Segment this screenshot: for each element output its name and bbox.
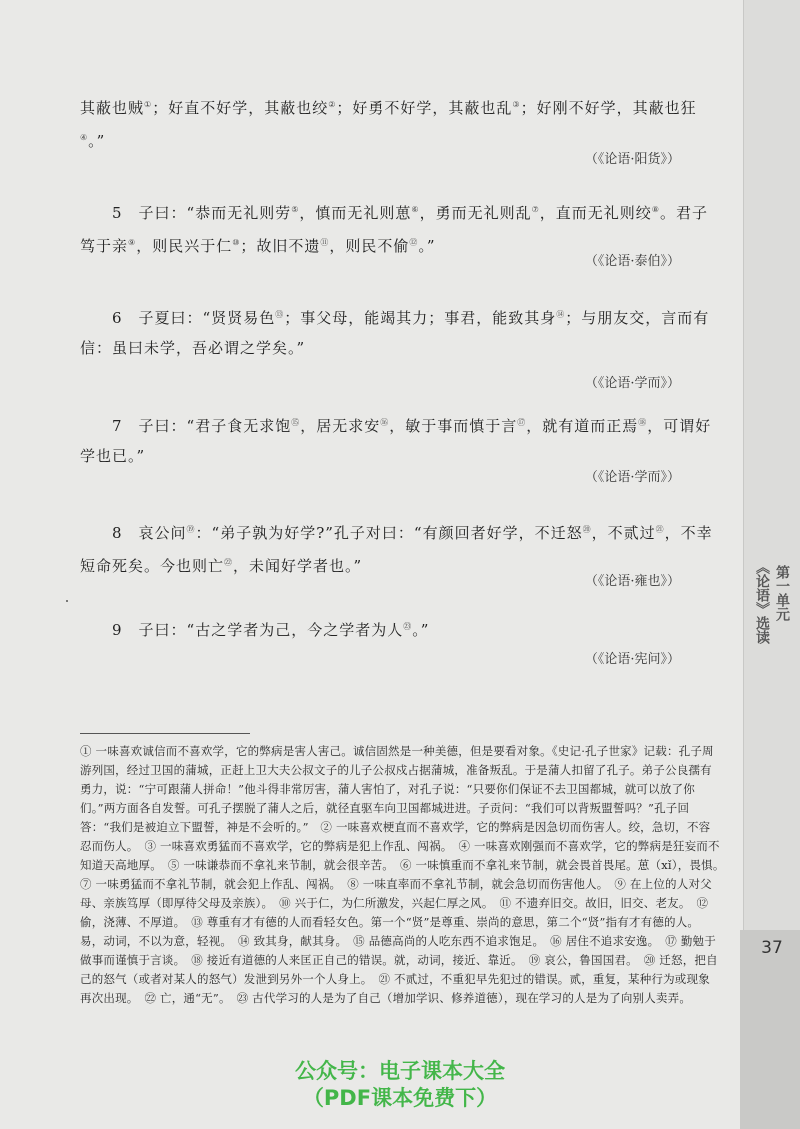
footnote-marker[interactable]: ⑩ (232, 238, 241, 247)
footnote-marker[interactable]: ⑤ (291, 205, 300, 214)
passage-5-source: （《论语·泰伯》） (584, 254, 680, 269)
passage-text: ，勇而无礼则乱 (419, 204, 532, 222)
footnote-marker[interactable]: ㉒ (224, 558, 234, 567)
passage-text: ：“弟子孰为好学?”孔子对曰：“有颜回者好学，不迁怒 (195, 524, 583, 542)
passage-text: ；故旧不遗 (240, 237, 321, 255)
passage-text: ，则民兴于仁 (136, 237, 233, 255)
passage-text: ；好直不好学，其蔽也绞 (152, 99, 329, 117)
footnote-marker[interactable]: ⑯ (380, 418, 390, 427)
footnote-marker[interactable]: ⑨ (128, 238, 137, 247)
passage-9-source: （《论语·宪问》） (584, 652, 680, 667)
footnote-marker[interactable]: ⑭ (556, 310, 566, 319)
footnote-marker[interactable]: ⑫ (409, 238, 419, 247)
unit-sidebar-label (748, 560, 792, 644)
passage-text: 。” (88, 132, 106, 150)
footnote-marker[interactable]: ⑲ (186, 525, 196, 534)
stray-mark (66, 600, 68, 602)
passage-text: ，可谓好学也已。” (80, 417, 712, 465)
footnote-marker[interactable]: ④ (80, 133, 89, 142)
passage-text: ，居无求安 (300, 417, 381, 435)
passage-text: 。君子笃于亲 (80, 204, 708, 255)
passage-text: ；与朋友交，言而有信：虽曰未学，吾必谓之学矣。” (80, 309, 710, 357)
footnote-marker[interactable]: ⑬ (275, 310, 285, 319)
footnote-marker[interactable]: ㉓ (403, 622, 413, 631)
footnote-marker[interactable]: ⑱ (638, 418, 648, 427)
passage-text: 其蔽也贼 (80, 99, 145, 117)
passage-text: 9 子曰：“古之学者为己，今之学者为人 (112, 621, 404, 639)
passage-text: ，直而无礼则绞 (539, 204, 652, 222)
footnote-marker[interactable]: ㉑ (655, 525, 665, 534)
passage-4-tail (80, 90, 720, 156)
passage-text: 。” (412, 621, 430, 639)
passage-text: 7 子曰：“君子食无求饱 (112, 417, 292, 435)
passage-6-source: （《论语·学而》） (584, 376, 680, 391)
passage-text: ，未闻好学者也。” (233, 557, 363, 575)
footnote-divider (80, 733, 250, 734)
passage-text: 6 子夏曰：“贤贤易色 (112, 309, 276, 327)
watermark-line-2: （PDF课本免费下） (302, 1086, 498, 1110)
passage-text: ，敏于事而慎于言 (389, 417, 518, 435)
passage-text: 。” (418, 237, 436, 255)
passage-text: 5 子曰：“恭而无礼则劳 (112, 204, 292, 222)
footnote-marker[interactable]: ⑦ (531, 205, 540, 214)
passage-8-source: （《论语·雍也》） (584, 574, 680, 589)
footnote-marker[interactable]: ② (328, 100, 337, 109)
passage-text: ，不幸短命死矣。今也则亡 (80, 524, 713, 575)
passage-7-source: （《论语·学而》） (584, 470, 680, 485)
passage-text: ，慎而无礼则葸 (299, 204, 412, 222)
passage-text: ，则民不偷 (329, 237, 410, 255)
footnote-marker[interactable]: ⑳ (582, 525, 592, 534)
footnote-marker[interactable]: ⑧ (651, 205, 660, 214)
page-number: 37 (761, 938, 783, 958)
footnote-marker[interactable]: ⑰ (517, 418, 527, 427)
section-label: 《论语》选读 (754, 560, 770, 644)
footnote-marker[interactable]: ① (144, 100, 153, 109)
passage-7 (80, 408, 720, 471)
footnote-marker[interactable]: ⑪ (320, 238, 330, 247)
passage-4-source: （《论语·阳货》） (584, 152, 680, 167)
passage-text: ，就有道而正焉 (526, 417, 639, 435)
passage-text: ；好刚不好学，其蔽也狂 (520, 99, 697, 117)
passage-text: ；好勇不好学，其蔽也乱 (336, 99, 513, 117)
passage-text: 8 哀公问 (112, 524, 187, 542)
footnote-marker[interactable]: ⑥ (411, 205, 420, 214)
passage-text: ；事父母，能竭其力；事君，能致其身 (284, 309, 557, 327)
footnote-marker[interactable]: ③ (512, 100, 521, 109)
passage-6 (80, 300, 720, 363)
footnote-marker[interactable]: ⑮ (291, 418, 301, 427)
passage-9 (80, 612, 720, 645)
watermark-line-1: 公众号：电子课本大全 (295, 1059, 505, 1083)
footnotes: ① 一味喜欢诚信而不喜欢学，它的弊病是害人害己。诚信固然是一种美德，但是要看对象。《史记·孔子世家》记载：孔子周游列国，经过卫国的蒲城，正赶上卫大夫公叔文子的儿子公叔戍占据蒲城，准备叛乱。于是蒲人扣留了孔子。弟子公良孺有勇力，说：“宁可跟蒲人拼命！”他斗得非常厉害，蒲人害怕了，对孔子说：“只要你们保证不去卫国都城，就可以放了你们。”两方面各自发誓。可孔子摆脱了蒲人之后，就径直驱车向卫国都城进进。子贡问：“我们可以背叛盟誓吗？”孔子回答：“我们是被迫立下盟誓，神是不会听的。” ② 一味喜欢梗直而不喜欢学，它的弊病是因急切而伤害人。绞，急切，不容忍而伤人。 ③ 一味喜欢勇猛而不喜欢学，它的弊病是犯上作乱、闯祸。 ④ 一味喜欢刚强而不喜欢学，它的弊病是狂妄而不知道天高地厚。 ⑤ 一味谦恭而不拿礼来节制，就会很辛苦。 ⑥ 一味慎重而不拿礼来节制，就会畏首畏尾。葸（xǐ），畏惧。 ⑦ 一味勇猛而不拿礼节制，就会犯上作乱、闯祸。 ⑧ 一味直率而不拿礼节制，就会急切而伤害他人。 ⑨ 在上位的人对父母、亲族笃厚（即厚待父母及亲族）。 ⑩ 兴于仁，为仁所激发，兴起仁厚之风。 ⑪ 不遗弃旧交。故旧，旧交、老友。 ⑫ 偷，浇薄、不厚道。 ⑬ 尊重有才有德的人而看轻女色。第一个“贤”是尊重、崇尚的意思，第二个“贤”指有才有德的人。易，动词，不以为意，轻视。 ⑭ 致其身，献其身。 ⑮ 品德高尚的人吃东西不追求饱足。 ⑯ 居住不追求安逸。 ⑰ 勤勉于做事而谨慎于言谈。 ⑱ 接近有道德的人来匡正自己的错误。就，动词，接近、靠近。 ⑲ 哀公，鲁国国君。 ⑳ 迁怒，把自己的怒气（或者对某人的怒气）发泄到另外一个人身上。 ㉑ 不贰过，不重犯早先犯过的错误。贰，重复，某种行为或现象再次出现。 ㉒ 亡，通“无”。 ㉓ 古代学习的人是为了自己（增加学识、修养道德），现在学习的人是为了向别人卖弄。 (80, 744, 731, 1005)
unit-label: 第一单元 (774, 565, 790, 621)
passage-text: ，不贰过 (591, 524, 656, 542)
